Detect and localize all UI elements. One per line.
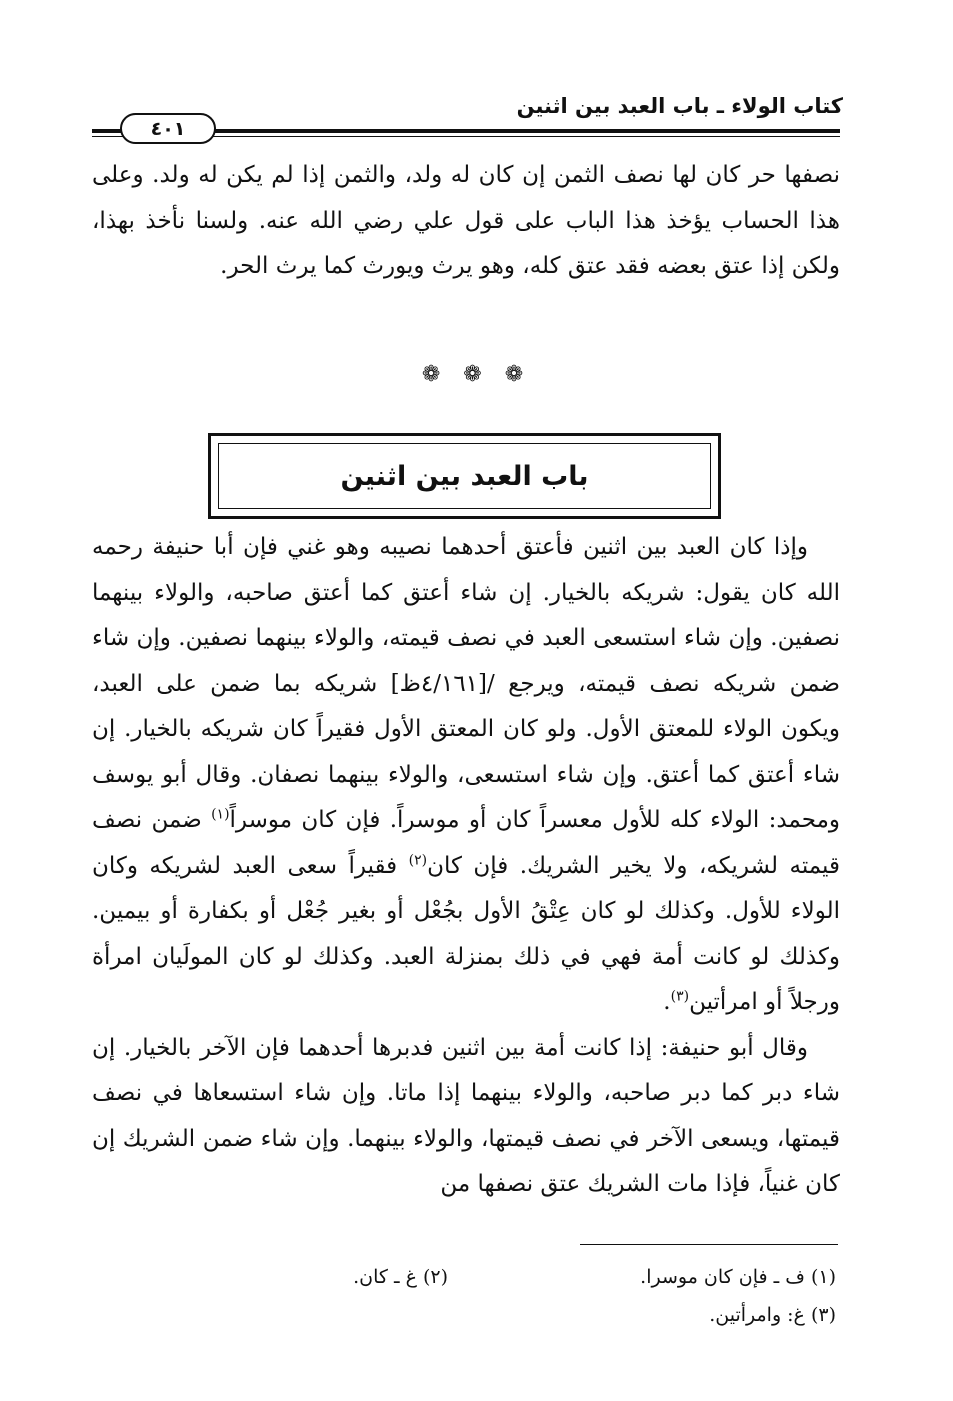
main-paragraph-part-a: وإذا كان العبد بين اثنين فأعتق أحدهما نصيبه وهو غني فإن أبا حنيفة رحمه الله كان يقول: شريكه بالخيار. إن شاء أعتق كما أعتق صاحبه، والولاء بينهما نصفين. وإن شاء استسعى العبد في نصف قيمته، والولاء بينهما نصفين. وإن شاء ضمن شريكه نصف قيمته، ويرجع /[٤/١٦١ظ] شريكه بما ضمن على العبد، ويكون الولاء للمعتق الأول. ولو كان المعتق الأول فقيراً كان شريكه بالخيار. إن شاء أعتق كما أعتق. وإن شاء استسعى، والولاء بينهما نصفان. وقال أبو يوسف ومحمد: الولاء كله للأول معسراً كان أو موسراً. فإن كان موسراً [92,534,840,833]
main-paragraph-part-c: فقيراً سعى العبد لشريكه وكان الولاء للأول. وكذلك لو كان عِتْقُ الأول بجُعْل أو بغير جُعْل أو بكفارة أو بيمين. وكذلك لو كانت أمة فهي في ذلك بمنزلة العبد. وكذلك لو كان المولَيان امرأة ورجلاً أو امرأتين [92,852,840,1015]
page-number: ٤٠١ [120,113,216,144]
chapter-title-box [218,443,711,509]
footnote-rule [580,1244,838,1245]
section-separator: ❁ ❁ ❁ [421,362,532,387]
running-title: كتاب الولاء ـ باب العبد بين اثنين [516,94,843,118]
main-text [92,525,840,1208]
footnote-ref-3: (٣) [670,988,690,1005]
footnote-ref-2: (٢) [408,851,428,868]
main-paragraph-part-d: . [663,989,671,1015]
footnote-2: (٢) غ ـ كان. [353,1266,448,1288]
top-paragraph [92,153,840,290]
top-paragraph-text: نصفها حر كان لها نصف الثمن إن كان له ولد، والثمن إذا لم يكن له ولد. وعلى هذا الحساب يؤخذ هذا الباب على قول علي رضي الله عنه. ولسنا نأخذ بهذا، ولكن إذا عتق بعضه فقد عتق كله، وهو يرث ويورث كما يرث الحر. [92,162,840,279]
footnote-ref-1: (١) [211,806,230,823]
main-paragraph-part-b: ضمن نصف قيمته لشريكه، ولا يخير الشريك. فإن كان [92,807,840,879]
footnote-1: (١) ف ـ فإن كان موسرا. [640,1266,836,1288]
footnote-3: (٣) غ: وامرأتين. [709,1304,836,1326]
main-paragraph [92,525,840,1026]
second-paragraph: وقال أبو حنيفة: إذا كانت أمة بين اثنين فدبرها أحدهما فإن الآخر بالخيار. إن شاء دبر كما دبر صاحبه، والولاء بينهما إذا ماتا. وإن شاء استسعاها في نصف قيمتها، ويسعى الآخر في نصف قيمتها، والولاء بينهما. وإن شاء ضمن الشريك إن كان غنياً، فإذا مات الشريك عتق نصفها من [92,1034,840,1197]
chapter-title: باب العبد بين اثنين [340,460,589,492]
